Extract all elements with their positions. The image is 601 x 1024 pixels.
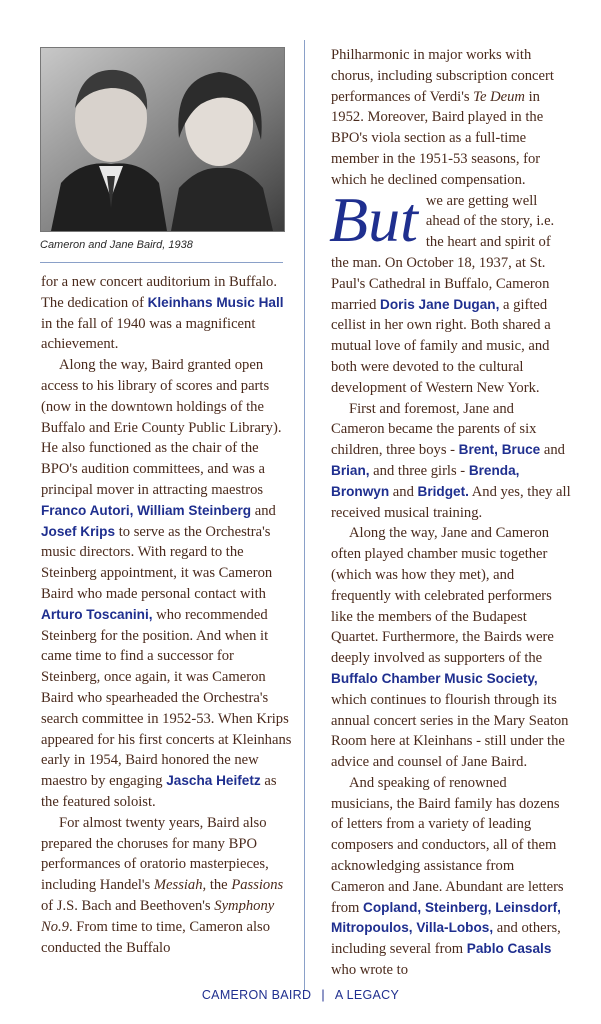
highlight-kleinhans: Kleinhans Music Hall [147, 294, 284, 310]
highlight-composers: Copland, Steinberg, Leinsdorf, Mitropoulos, Villa-Lobos, [331, 899, 561, 936]
portrait-photo [40, 47, 285, 232]
drop-cap: But [329, 183, 418, 255]
highlight-toscanini: Arturo Toscanini, [41, 606, 153, 622]
left-column [41, 272, 294, 958]
highlight-heifetz: Jascha Heifetz [166, 773, 261, 789]
highlight-doris-jane-dugan: Doris Jane Dugan, [380, 296, 500, 312]
left-paragraph-1: for a new concert auditorium in Buffalo. The dedication of Kleinhans Music Hall in the fall of 1940 was a magnificent achievement. [41, 274, 284, 353]
left-paragraph-2: Along the way, Baird granted open access to his library of scores and parts (now in the downtown holdings of the Buffalo and Erie County Public Library). He also functioned as the chair of the BPO's audition committees, and was a principal mover in attracting maestros Franco Autori, William Steinberg and Josef Krips to serve as the Orchestra's music directors. With regard to the Steinberg appointment, it was Cameron Baird who made personal contact with Arturo Toscanini, who recommended Steinberg for the position. And when it came time to find a successor for Steinberg, once again, it was Cameron Baird who spearheaded the Orchestra's search committee in 1952-53. When Krips appeared for his first concerts at Kleinhans early in 1954, Baird honored the new maestro by engaging Jascha Heifetz as the featured soloist. [41, 357, 292, 810]
photo-caption: Cameron and Jane Baird, 1938 [40, 239, 193, 251]
highlight-brent-bruce: Brent, Bruce [458, 442, 541, 458]
highlight-bridget: Bridget. [417, 483, 469, 499]
right-paragraph-1: Philharmonic in major works with chorus, including subscription concert performances of Verdi's Te Deum in 1952. Moreover, Baird played in the BPO's viola section as a full-time member in the 1951-53 seasons, for which he declined compensation. [331, 47, 554, 188]
right-paragraph-4: Along the way, Jane and Cameron often played chamber music together (which was how they met), and frequently with celebrated performers like the members of the Budapest Quartet. Furthermore, the Bairds were deeply involved as supporters of the Buffalo Chamber Music Society, which continues to flourish through its annual concert series in the Mary Seaton Room here at Kleinhans - still under the advice and counsel of Jane Baird. [331, 525, 569, 771]
column-divider [304, 40, 305, 990]
footer-title: CAMERON BAIRD [201, 988, 312, 1002]
right-column [331, 45, 571, 981]
footer-subtitle: A LEGACY [334, 988, 400, 1002]
highlight-brenda-bronwyn: Brenda, Bronwyn [331, 462, 520, 499]
page-footer [0, 988, 601, 1002]
highlight-krips: Josef Krips [41, 523, 116, 539]
right-paragraph-5: And speaking of renowned musicians, the Baird family has dozens of letters from a variety of leading composers and conductors, all of them acknowledging assistance from Cameron and Jane. Abundant are letters from Copland, Steinberg, Leinsdorf, Mitropoulos, Villa-Lobos, and others, including several from Pablo Casals who wrote to [331, 774, 564, 979]
portrait-image [41, 48, 284, 231]
left-paragraph-3: For almost twenty years, Baird also prepared the choruses for many BPO performances of oratorio masterpieces, including Handel's Messiah, the Passions of J.S. Bach and Beethoven's Symphony No.9. From time to time, Cameron also conducted the Buffalo [41, 814, 284, 956]
highlight-chamber-music-society: Buffalo Chamber Music Society, [331, 670, 538, 686]
footer-separator: | [321, 988, 325, 1002]
right-paragraph-2: But we are getting well ahead of the story, i.e. the heart and spirit of the man. On October 18, 1937, at St. Paul's Cathedral in Buffalo, Cameron married Doris Jane Dugan, a gifted cellist in her own right. Both shared a mutual love of family and music, and both were devoted to the cultural development of Western New York. [329, 183, 555, 396]
highlight-brian: Brian, [331, 462, 370, 478]
highlight-casals: Pablo Casals [466, 941, 552, 957]
highlight-autori-steinberg: Franco Autori, William Steinberg [41, 502, 252, 518]
caption-rule [40, 262, 283, 263]
right-paragraph-3: First and foremost, Jane and Cameron became the parents of six children, three boys - Brent, Bruce and Brian, and three girls - Brenda, Bronwyn and Bridget. And yes, they all received musical training. [331, 400, 571, 521]
